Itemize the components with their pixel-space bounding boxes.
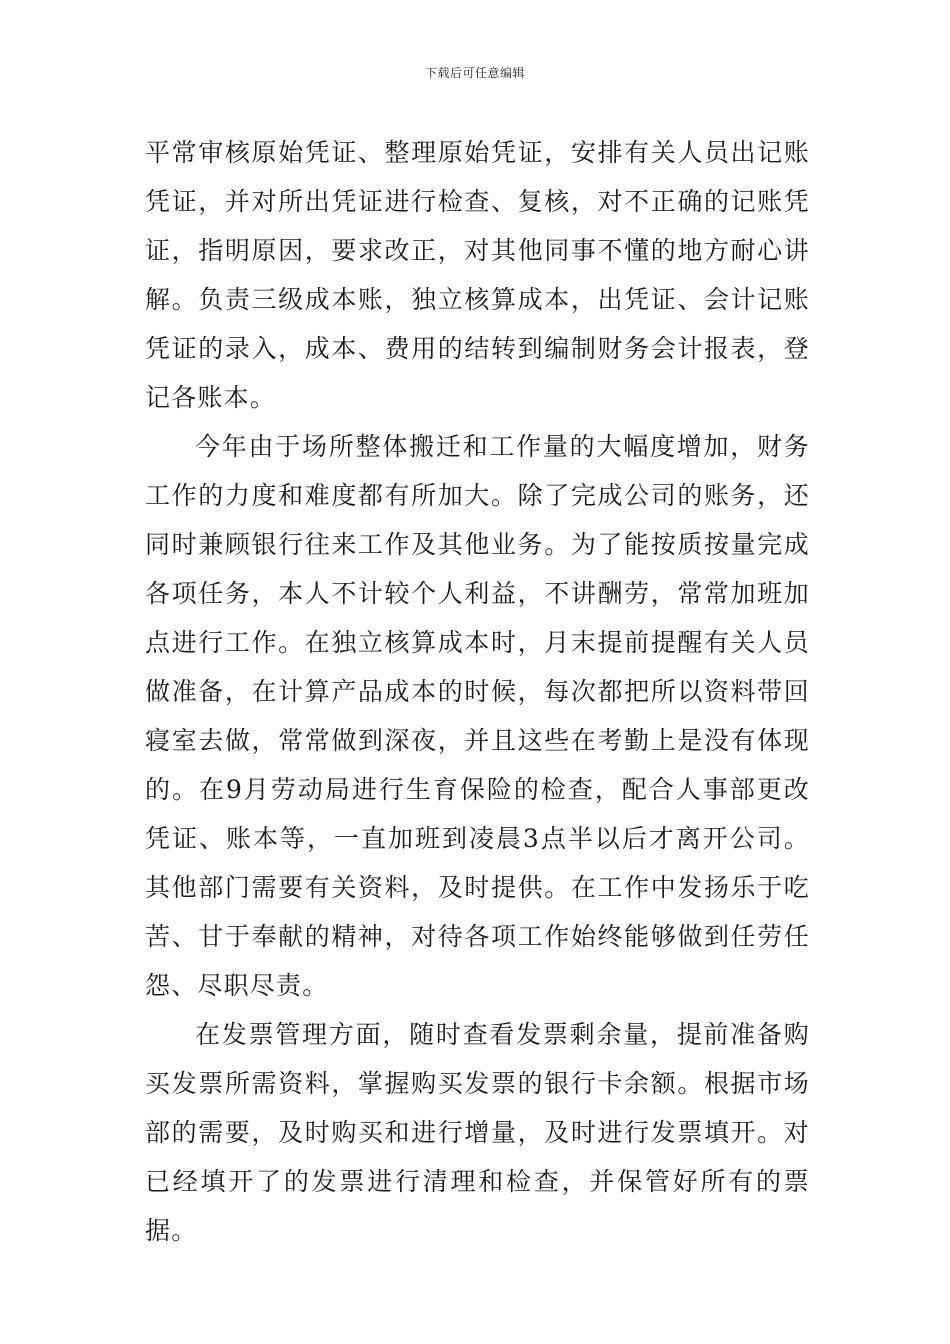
document-body	[145, 128, 810, 1255]
paragraph-2: 今年由于场所整体搬迁和工作量的大幅度增加，财务工作的力度和难度都有所加大。除了完成公司的账务，还同时兼顾银行往来工作及其他业务。为了能按质按量完成各项任务，本人不计较个人利益，不讲酬劳，常常加班加点进行工作。在独立核算成本时，月末提前提醒有关人员做准备，在计算产品成本的时候，每次都把所以资料带回寝室去做，常常做到深夜，并且这些在考勤上是没有体现的。在9月劳动局进行生育保险的检查，配合人事部更改凭证、账本等，一直加班到凌晨3点半以后才离开公司。其他部门需要有关资料，及时提供。在工作中发扬乐于吃苦、甘于奉献的精神，对待各项工作始终能够做到任劳任怨、尽职尽责。	[145, 432, 810, 1000]
paragraph-3: 在发票管理方面，随时查看发票剩余量，提前准备购买发票所需资料，掌握购买发票的银行卡余额。根据市场部的需要，及时购买和进行增量，及时进行发票填开。对已经填开了的发票进行清理和检查，并保管好所有的票据。	[145, 1020, 810, 1245]
page-header-note: 下载后可任意编辑	[424, 66, 525, 80]
paragraph-1: 平常审核原始凭证、整理原始凭证，安排有关人员出记账凭证，并对所出凭证进行检查、复核，对不正确的记账凭证，指明原因，要求改正，对其他同事不懂的地方耐心讲解。负责三级成本账，独立核算成本，出凭证、会计记账凭证的录入，成本、费用的结转到编制财务会计报表，登记各账本。	[145, 138, 810, 412]
